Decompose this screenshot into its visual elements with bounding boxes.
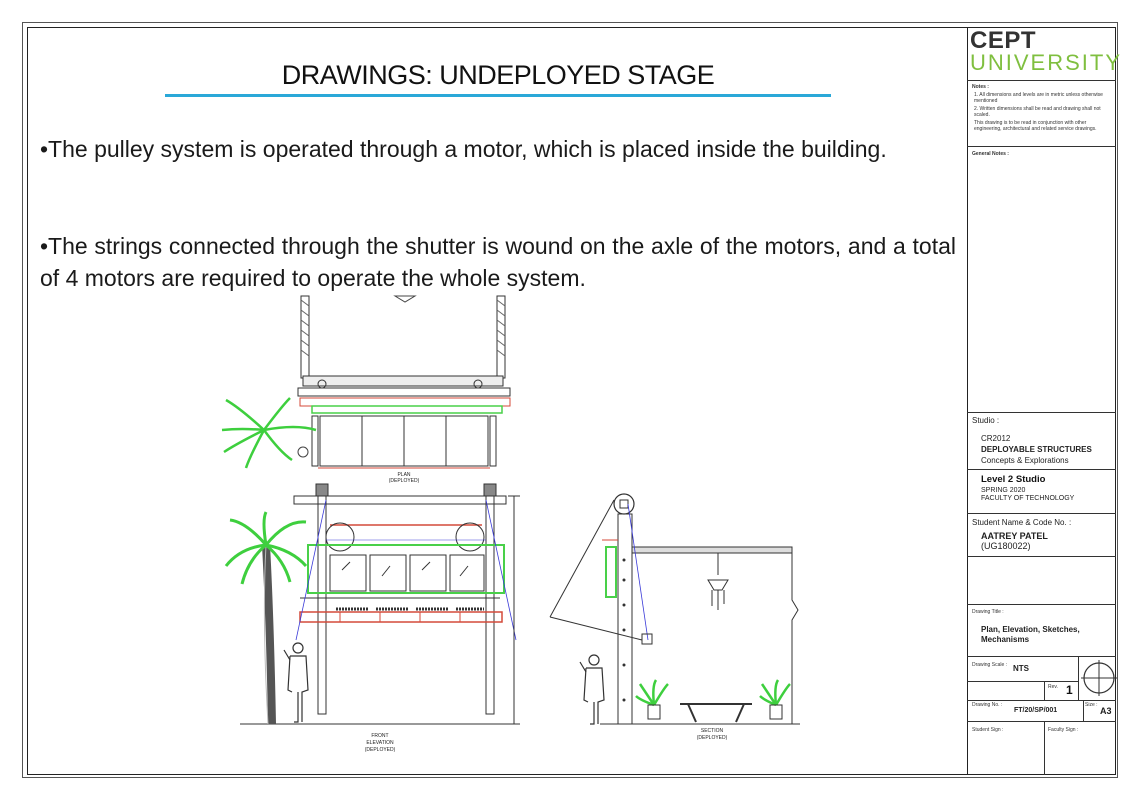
bullet-strings-motors: •The strings connected through the shutter is wound on the axle of the motors, and a total of 4 motors are required to operate the whole system. [40, 233, 956, 291]
tb-vdivider [1078, 656, 1079, 700]
note-2: 2. Written dimensions shall be read and drawing shall not scaled. [974, 106, 1101, 118]
plan-drawing [298, 296, 510, 468]
note-3: This drawing is to be read in conjunction with other engineering, architectural and related service drawings. [974, 120, 1097, 132]
tb-divider [967, 146, 1116, 147]
scale-label: Drawing Scale : [972, 662, 1008, 668]
person-figure-front [284, 643, 308, 722]
term: SPRING 2020 [981, 487, 1026, 494]
rev-value: 1 [1066, 683, 1073, 697]
drawing-no-label: Drawing No. : [972, 702, 1003, 708]
tb-divider [967, 604, 1116, 605]
front-label-3: (DEPLOYED) [364, 747, 396, 753]
palm-tree-plan [222, 398, 316, 468]
drawing-no-value: FT/20/SP/001 [1014, 707, 1058, 714]
section-label-1: SECTION [700, 728, 724, 734]
student-name: AATREY PATEL [981, 531, 1048, 541]
tb-divider [967, 721, 1116, 722]
person-figure-section [580, 655, 604, 724]
course-name: DEPLOYABLE STRUCTURES [981, 445, 1092, 454]
drawing-title-1: Plan, Elevation, Sketches, [981, 625, 1080, 634]
potted-plant-left [636, 680, 668, 719]
drawing-label-section [697, 728, 728, 741]
tb-divider [967, 556, 1116, 557]
logo-university: UNIVERSITY [970, 50, 1123, 75]
front-label-2: ELEVATION [366, 740, 394, 746]
section-label-2: (DEPLOYED) [696, 735, 728, 741]
drawing-title-label: Drawing Title : [972, 609, 1004, 615]
course-subtitle: Concepts & Explorations [981, 456, 1069, 465]
faculty: FACULTY OF TECHNOLOGY [981, 495, 1075, 502]
tb-vdivider [1044, 681, 1045, 700]
drawing-title-2: Mechanisms [981, 635, 1030, 644]
notes-label: Notes : [972, 84, 989, 90]
size-value: A3 [1100, 706, 1112, 716]
tb-vdivider [1083, 700, 1084, 721]
size-label: Size : [1085, 702, 1098, 708]
student-label: Student Name & Code No. : [972, 518, 1072, 527]
logo-cept: CEPT [970, 27, 1037, 54]
section-drawing [550, 494, 800, 724]
tb-divider [967, 700, 1116, 701]
tb-divider [967, 412, 1116, 413]
tb-divider [967, 80, 1116, 81]
tb-divider [967, 656, 1116, 657]
tb-divider [967, 513, 1116, 514]
student-sign-label: Student Sign : [972, 727, 1004, 733]
page-title: DRAWINGS: UNDEPLOYED STAGE [281, 60, 715, 90]
drawing-label-plan [389, 472, 420, 484]
plan-label-2: (DEPLOYED) [388, 478, 420, 484]
note-1: 1. All dimensions and levels are in metric unless otherwise mentioned [974, 92, 1103, 104]
studio-label: Studio : [972, 416, 1000, 425]
plan-label-1: PLAN [397, 472, 411, 478]
tb-vdivider [1044, 721, 1045, 775]
drawing-label-front [365, 733, 396, 753]
tb-divider [967, 681, 1079, 682]
palm-tree-front [226, 512, 306, 724]
faculty-sign-label: Faculty Sign : [1048, 727, 1079, 733]
studio-level: Level 2 Studio [981, 474, 1046, 485]
scale-value: NTS [1013, 664, 1029, 673]
bullet-pulley-system: •The pulley system is operated through a motor, which is placed inside the building. [40, 136, 887, 162]
tb-divider [967, 469, 1116, 470]
front-label-1: FRONT [371, 733, 389, 739]
course-code: CR2012 [981, 434, 1011, 443]
general-notes-label: General Notes : [972, 151, 1009, 157]
potted-plant-right [760, 680, 790, 719]
front-elevation-drawing [240, 484, 520, 724]
student-code: (UG180022) [981, 541, 1031, 551]
north-arrow-icon [1081, 658, 1117, 698]
rev-label: Rev. [1048, 684, 1058, 690]
